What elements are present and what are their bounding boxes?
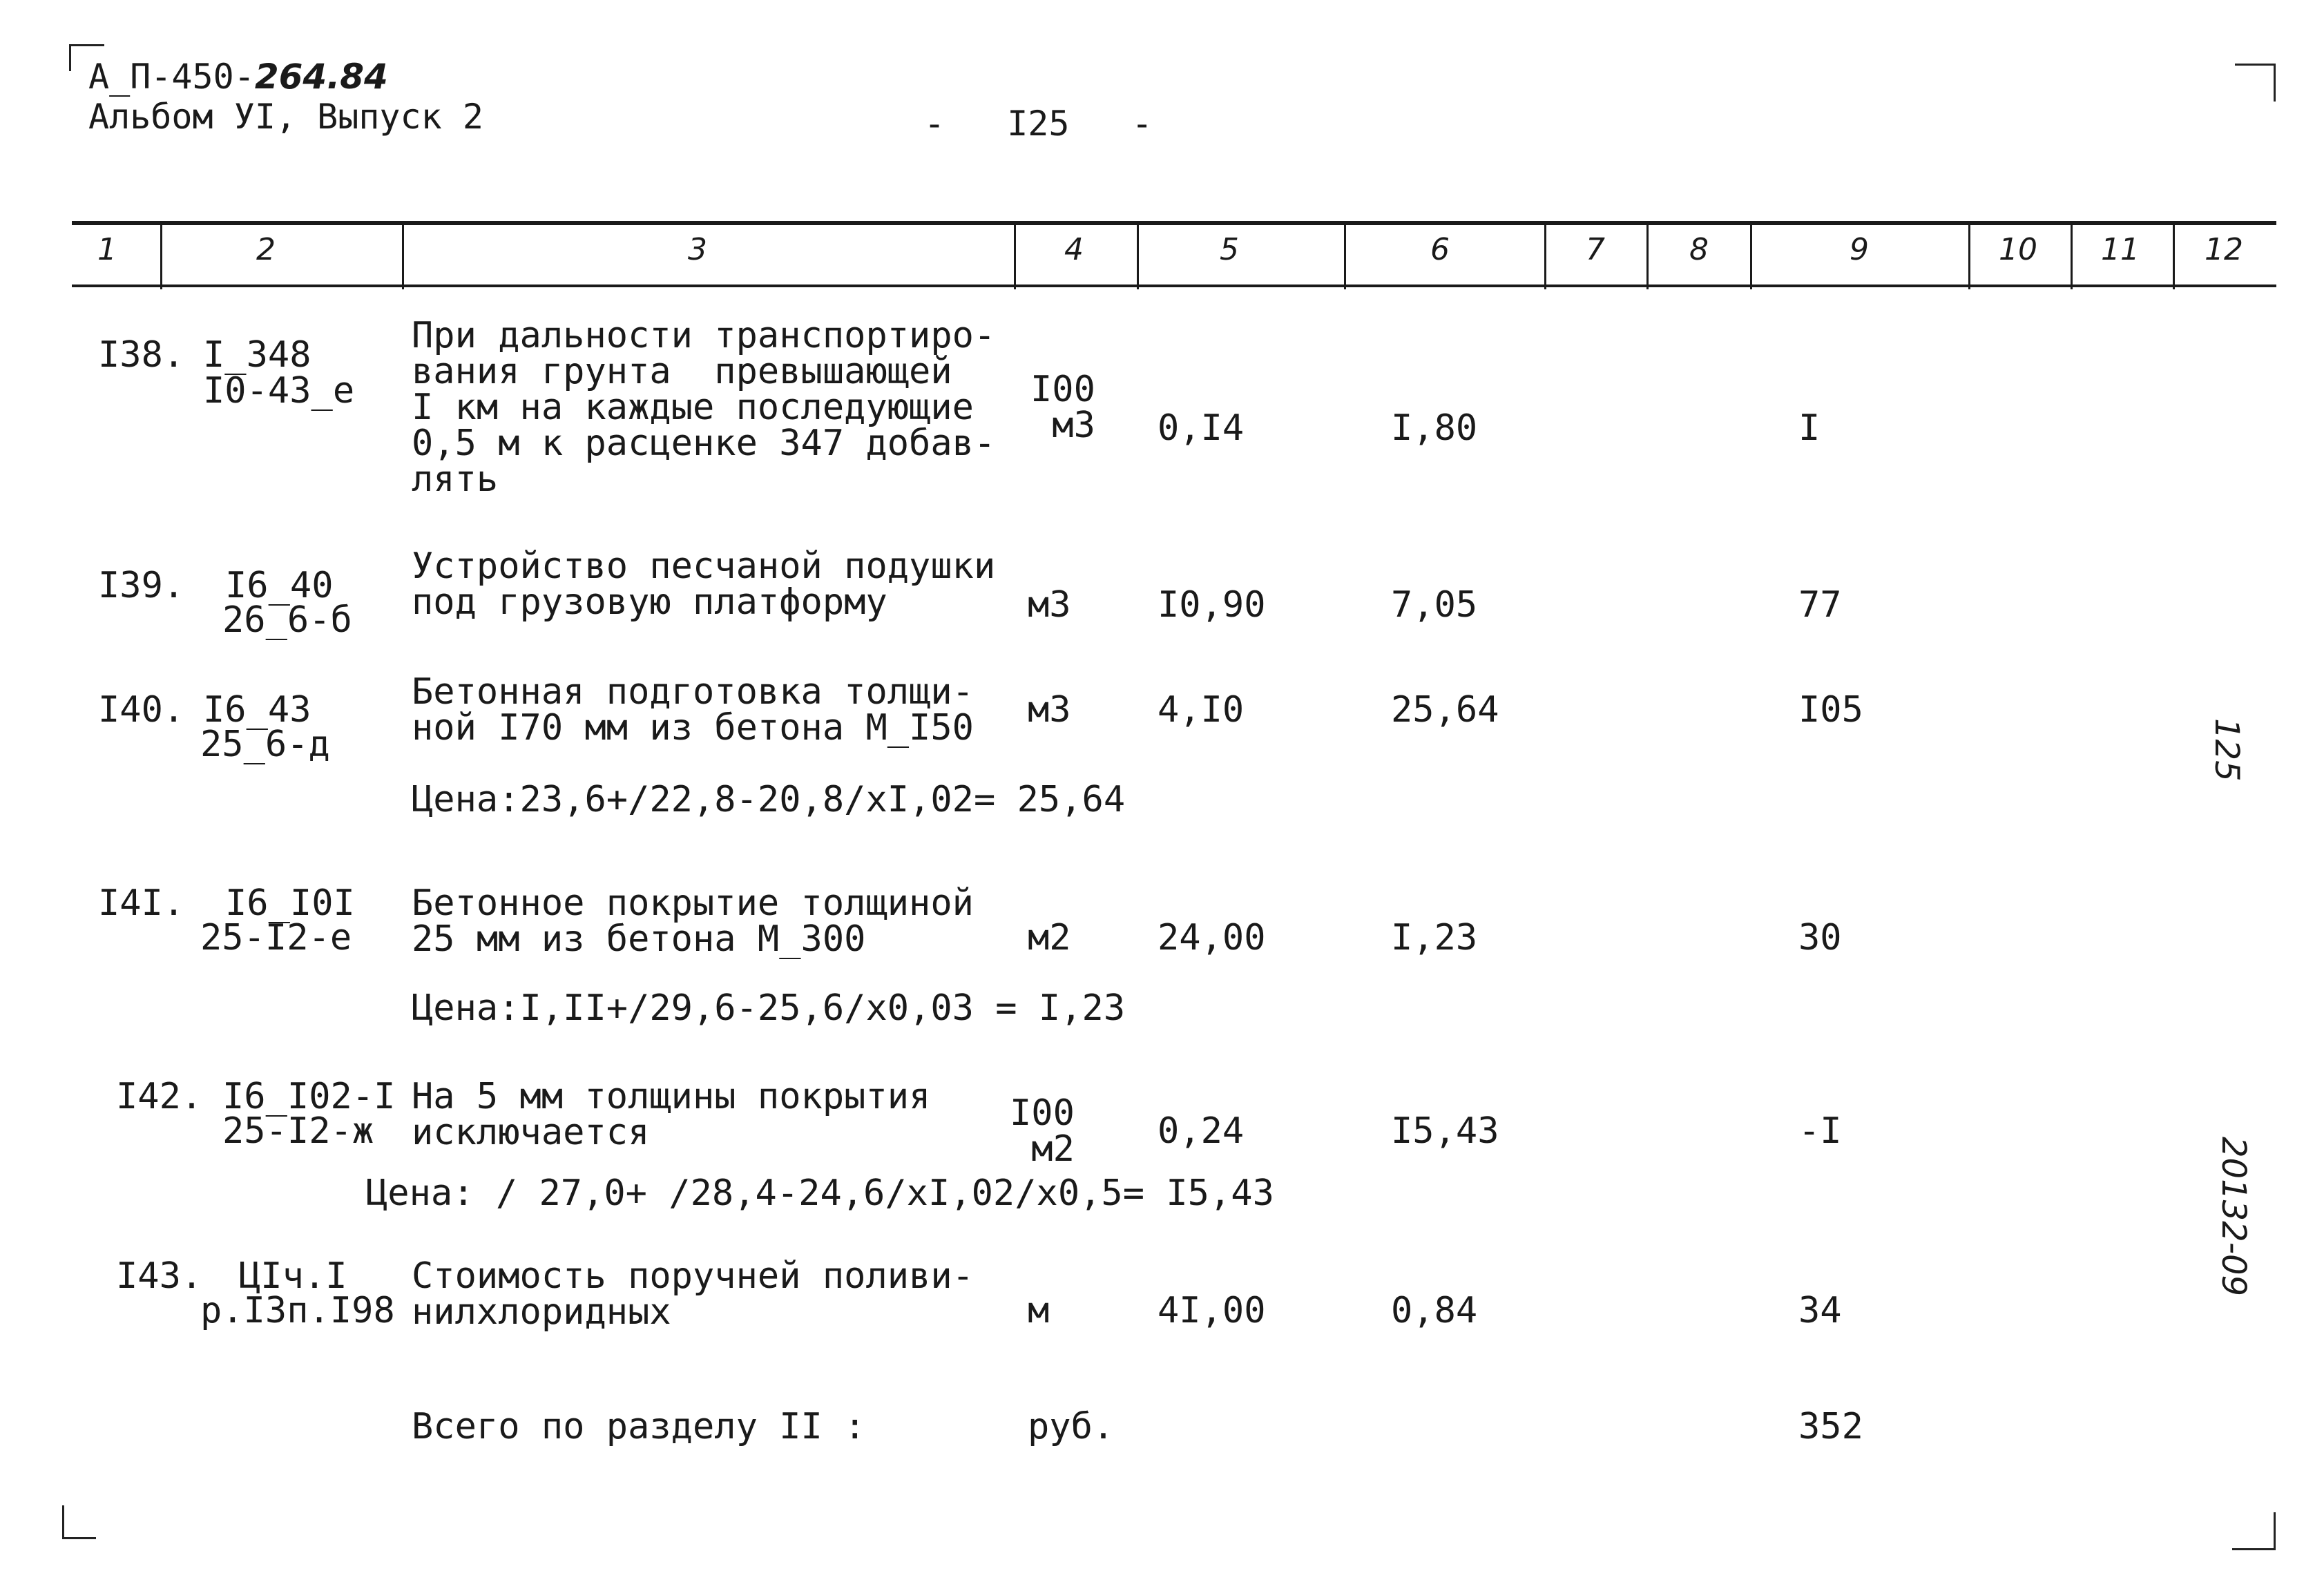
rate-code: ЦIч.I xyxy=(239,1255,347,1297)
quantity: 24,00 xyxy=(1158,917,1266,958)
rate-subcode: I0-43_е xyxy=(203,370,355,412)
column-divider xyxy=(160,223,162,289)
column-number: 3 xyxy=(688,232,707,267)
corner-mark-top-right xyxy=(2235,64,2276,102)
column-divider xyxy=(1344,223,1346,289)
column-number: 5 xyxy=(1220,232,1239,267)
rate-code: I6_43 xyxy=(203,689,311,731)
unit-price: I,23 xyxy=(1391,917,1478,958)
column-number: 10 xyxy=(1999,232,2037,267)
rate-code: I_348 xyxy=(203,334,311,376)
section-total-label: Всего по разделу II : xyxy=(412,1406,866,1447)
unit: м3 xyxy=(1028,689,1071,731)
column-divider xyxy=(2071,223,2073,289)
column-divider xyxy=(1750,223,1752,289)
section-total-value: 352 xyxy=(1798,1406,1863,1447)
document-code xyxy=(88,57,388,97)
row-number: I42. xyxy=(116,1076,203,1117)
total-cost: -I xyxy=(1798,1110,1842,1152)
rate-subcode: р.I3п.I98 xyxy=(200,1290,395,1331)
work-description: Стоимость поручней поливи- нилхлоридных xyxy=(412,1255,974,1333)
column-number: 8 xyxy=(1689,232,1709,267)
quantity: 0,I4 xyxy=(1158,407,1245,449)
unit-price: 0,84 xyxy=(1391,1290,1478,1331)
work-description: Устройство песчаной подушки под грузовую платформу xyxy=(412,546,996,623)
rate-code: I6_40 xyxy=(225,565,334,606)
rate-subcode: 26_6-б xyxy=(222,599,352,641)
document-code-handwritten: 264.84 xyxy=(254,57,388,97)
quantity: 4,I0 xyxy=(1158,689,1245,731)
document-code-printed: А_П-450- xyxy=(88,57,255,97)
work-description: При дальности транспортиро- вания грунта превышающей I км на каждые последующие 0,5 м к расценке 347 добав- лять xyxy=(412,315,996,500)
quantity: I0,90 xyxy=(1158,584,1266,626)
total-cost: 30 xyxy=(1798,917,1842,958)
unit-price: 25,64 xyxy=(1391,689,1499,731)
total-cost: I xyxy=(1798,407,1821,449)
column-number: 11 xyxy=(2101,232,2140,267)
unit: м2 xyxy=(1028,917,1071,958)
unit: м3 xyxy=(1028,584,1071,626)
work-description: На 5 мм толщины покрытия исключается xyxy=(412,1076,931,1153)
column-number: 4 xyxy=(1064,232,1084,267)
column-number: 1 xyxy=(97,232,117,267)
row-number: I39. xyxy=(98,565,185,606)
work-description: Бетонное покрытие толщиной 25 мм из бетона М_300 xyxy=(412,883,974,960)
row-number: I40. xyxy=(98,689,185,731)
unit-price: I5,43 xyxy=(1391,1110,1499,1152)
column-divider xyxy=(402,223,404,289)
rate-subcode: 25-I2-е xyxy=(200,917,352,958)
unit: I00 м3 xyxy=(1030,369,1095,446)
total-cost: 77 xyxy=(1798,584,1842,626)
unit-price: I,80 xyxy=(1391,407,1478,449)
page-number: - I25 - xyxy=(924,104,1153,144)
total-cost: I05 xyxy=(1798,689,1863,731)
column-number: 12 xyxy=(2205,232,2243,267)
price-calculation: Цена:I,II+/29,6-25,6/х0,03 = I,23 xyxy=(412,987,1126,1029)
column-number: 2 xyxy=(256,232,276,267)
row-number: I4I. xyxy=(98,883,185,924)
price-calculation: Цена:23,6+/22,8-20,8/хI,02= 25,64 xyxy=(412,779,1126,820)
price-calculation: Цена: / 27,0+ /28,4-24,6/хI,02/х0,5= I5,43 xyxy=(366,1173,1274,1214)
column-divider xyxy=(1544,223,1546,289)
column-number: 6 xyxy=(1430,232,1450,267)
row-number: I43. xyxy=(116,1255,203,1297)
column-divider xyxy=(1014,223,1016,289)
column-divider xyxy=(1137,223,1139,289)
unit: м xyxy=(1028,1290,1050,1331)
unit-price: 7,05 xyxy=(1391,584,1478,626)
total-cost: 34 xyxy=(1798,1290,1842,1331)
rate-subcode: 25_6-д xyxy=(200,724,330,765)
rate-subcode: 25-I2-ж xyxy=(222,1110,374,1152)
quantity: 0,24 xyxy=(1158,1110,1245,1152)
column-divider xyxy=(2173,223,2175,289)
quantity: 4I,00 xyxy=(1158,1290,1266,1331)
row-number: I38. xyxy=(98,334,185,376)
rate-code: I6_I02-I xyxy=(222,1076,396,1117)
column-divider xyxy=(1968,223,1970,289)
corner-mark-bottom-right xyxy=(2232,1512,2276,1550)
section-total-unit: руб. xyxy=(1028,1406,1115,1447)
column-divider xyxy=(1646,223,1649,289)
corner-mark-bottom-left xyxy=(62,1505,96,1539)
work-description: Бетонная подготовка толщи- ной I70 мм из бетона М_I50 xyxy=(412,671,974,749)
unit: I00 м2 xyxy=(1010,1092,1075,1170)
margin-page-number: 125 xyxy=(2207,718,2246,782)
rate-code: I6_I0I xyxy=(225,883,355,924)
album-title: Альбом УI, Выпуск 2 xyxy=(88,97,483,137)
column-number: 9 xyxy=(1850,232,1869,267)
margin-document-number: 20132-09 xyxy=(2214,1137,2253,1297)
column-number: 7 xyxy=(1586,232,1605,267)
